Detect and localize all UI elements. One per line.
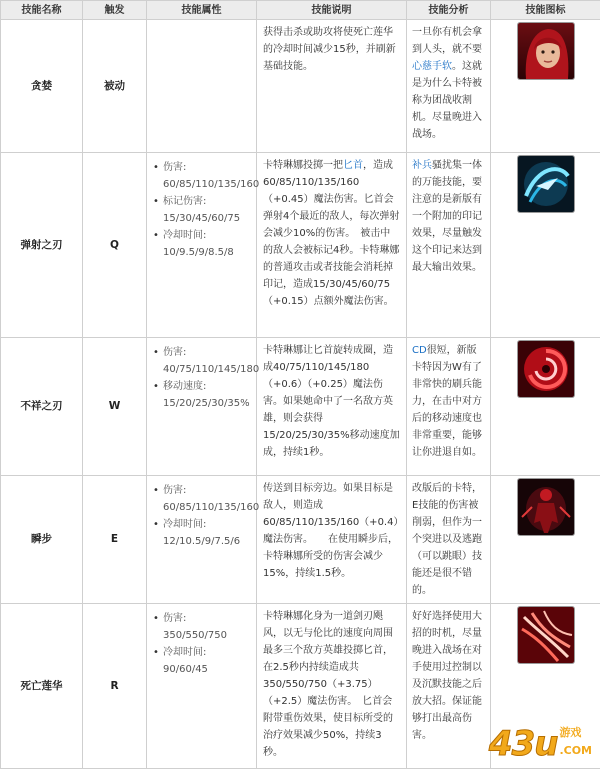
header-skill-desc: 技能说明 xyxy=(257,1,407,20)
attribute-value: 40/75/110/145/180 xyxy=(163,361,252,378)
site-watermark xyxy=(489,727,592,761)
skill-icon-cell xyxy=(491,338,600,476)
attribute-item xyxy=(151,378,252,412)
skill-icon-cell xyxy=(491,153,600,338)
attribute-value: 350/550/750 xyxy=(163,627,252,644)
text-segment: 好好选择使用大招的时机，尽量晚进入战场在对手使用过控制以及沉默技能之后放大招。保证能够打出最高伤害。 xyxy=(412,611,482,741)
header-trigger: 触发 xyxy=(83,1,147,20)
katarina-portrait-icon xyxy=(518,23,574,79)
skill-analysis xyxy=(407,20,491,153)
table-row xyxy=(1,476,600,604)
skill-attributes xyxy=(147,153,257,338)
attribute-value: 12/10.5/9/7.5/6 xyxy=(163,533,252,550)
table-row xyxy=(1,153,600,338)
attribute-label: 伤害: xyxy=(163,485,186,496)
attribute-label: 冷却时间: xyxy=(163,519,206,530)
skill-trigger: 被动 xyxy=(83,20,147,153)
shunpo-icon xyxy=(518,479,574,535)
text-segment: 很短，新版卡特因为W有了非常快的刷兵能力，在击中对方后的移动速度也非常重要，能够让你进退自如。 xyxy=(412,345,482,458)
keyword-link[interactable]: 匕首 xyxy=(343,160,363,171)
skill-attributes xyxy=(147,20,257,153)
attribute-label: 移动速度: xyxy=(163,381,206,392)
attribute-value: 15/30/45/60/75 xyxy=(163,210,252,227)
attribute-item xyxy=(151,644,252,678)
attribute-item xyxy=(151,344,252,378)
text-segment: 骚扰集一体的万能技能，要注意的是新版有一个附加的印记效果，尽量触发这个印记来达到最大输出效果。 xyxy=(412,160,482,273)
text-segment: 一旦你有机会拿到人头，就不要 xyxy=(412,27,482,55)
attribute-label: 伤害: xyxy=(163,613,186,624)
watermark-domain: 游戏 xyxy=(559,727,592,739)
attribute-item xyxy=(151,482,252,516)
attribute-item xyxy=(151,227,252,261)
death-lotus-icon xyxy=(518,607,574,663)
skill-trigger: W xyxy=(83,338,147,476)
attribute-item xyxy=(151,159,252,193)
text-segment: 获得击杀或助攻将使死亡莲华的冷却时间减少15秒，并刷新基础技能。 xyxy=(263,27,396,72)
skill-attributes xyxy=(147,338,257,476)
watermark-brand: 43u xyxy=(489,727,558,761)
skill-name: 死亡莲华 xyxy=(1,604,83,769)
attribute-value: 10/9.5/9/8.5/8 xyxy=(163,244,252,261)
skill-description xyxy=(257,20,407,153)
skill-icon-cell xyxy=(491,476,600,604)
attribute-value: 15/20/25/30/35% xyxy=(163,395,252,412)
skill-analysis xyxy=(407,476,491,604)
attribute-value: 90/60/45 xyxy=(163,661,252,678)
skill-name: 不祥之刃 xyxy=(1,338,83,476)
table-row xyxy=(1,20,600,153)
skill-description xyxy=(257,604,407,769)
text-segment: 改版后的卡特，E技能的伤害被削弱，但作为一个突进以及逃跑（可以跳眼）技能还是很不错的。 xyxy=(412,483,482,596)
attribute-item xyxy=(151,610,252,644)
sinister-steel-icon xyxy=(518,341,574,397)
skill-description xyxy=(257,153,407,338)
skill-name: 弹射之刃 xyxy=(1,153,83,338)
attribute-label: 伤害: xyxy=(163,347,186,358)
bouncing-blade-icon xyxy=(518,156,574,212)
attribute-item xyxy=(151,193,252,227)
text-segment: 。这就是为什么卡特被称为团战收割机。尽量晚进入战场。 xyxy=(412,61,482,140)
text-segment: 传送到目标旁边。如果目标是敌人，则造成60/85/110/135/160（+0.4）魔法伤害。 在使用瞬步后，卡特琳娜所受的伤害会减少15%，持续1.5秒。 xyxy=(263,483,398,579)
attribute-label: 伤害: xyxy=(163,162,186,173)
table-row xyxy=(1,338,600,476)
header-skill-attrs: 技能属性 xyxy=(147,1,257,20)
skill-analysis xyxy=(407,153,491,338)
skill-attributes xyxy=(147,476,257,604)
header-skill-analysis: 技能分析 xyxy=(407,1,491,20)
header-skill-name: 技能名称 xyxy=(1,1,83,20)
skill-name: 贪婪 xyxy=(1,20,83,153)
text-segment: ，造成60/85/110/135/160（+0.45）魔法伤害。匕首会弹射4个最近的敌人，每次弹射会减少10%的伤害。 被击中的敌人会被标记4秒。卡特琳娜的普通攻击或者技能会消耗掉印记，造成15/30/45/60/75（+0.15）点额外魔法伤害。 xyxy=(263,160,399,307)
skill-attributes xyxy=(147,604,257,769)
attribute-value: 60/85/110/135/160 xyxy=(163,176,252,193)
table-header-row xyxy=(1,1,600,20)
watermark-suffix: .COM xyxy=(559,745,592,757)
text-segment: 卡特琳娜投掷一把 xyxy=(263,160,343,171)
skill-trigger: R xyxy=(83,604,147,769)
skill-analysis xyxy=(407,604,491,769)
skill-icon-cell xyxy=(491,20,600,153)
skill-trigger: Q xyxy=(83,153,147,338)
skill-trigger: E xyxy=(83,476,147,604)
text-segment: 卡特琳娜让匕首旋转成圈，造成40/75/110/145/180（+0.6）（+0.25）魔法伤害。如果她命中了一名敌方英雄，则会获得15/20/25/30/35%移动速度加成，持续1秒。 xyxy=(263,345,400,458)
attribute-item xyxy=(151,516,252,550)
attribute-label: 冷却时间: xyxy=(163,230,206,241)
skill-name: 瞬步 xyxy=(1,476,83,604)
keyword-link[interactable]: CD xyxy=(412,345,427,356)
skill-description xyxy=(257,476,407,604)
attribute-value: 60/85/110/135/160 xyxy=(163,499,252,516)
header-skill-icon: 技能图标 xyxy=(491,1,600,20)
keyword-link[interactable]: 补兵 xyxy=(412,160,432,171)
attribute-label: 冷却时间: xyxy=(163,647,206,658)
skill-description xyxy=(257,338,407,476)
keyword-link[interactable]: 心慈手软 xyxy=(412,61,452,72)
text-segment: 卡特琳娜化身为一道剑刃飓风，以无与伦比的速度向周围最多三个敌方英雄投掷匕首，在2.5秒内持续造成共350/550/750（+3.75）（+2.5）魔法伤害。 匕首会附带重伤效果，使目标所受的治疗效果减少50%，持续3秒。 xyxy=(263,611,393,758)
attribute-label: 标记伤害: xyxy=(163,196,206,207)
skill-analysis xyxy=(407,338,491,476)
